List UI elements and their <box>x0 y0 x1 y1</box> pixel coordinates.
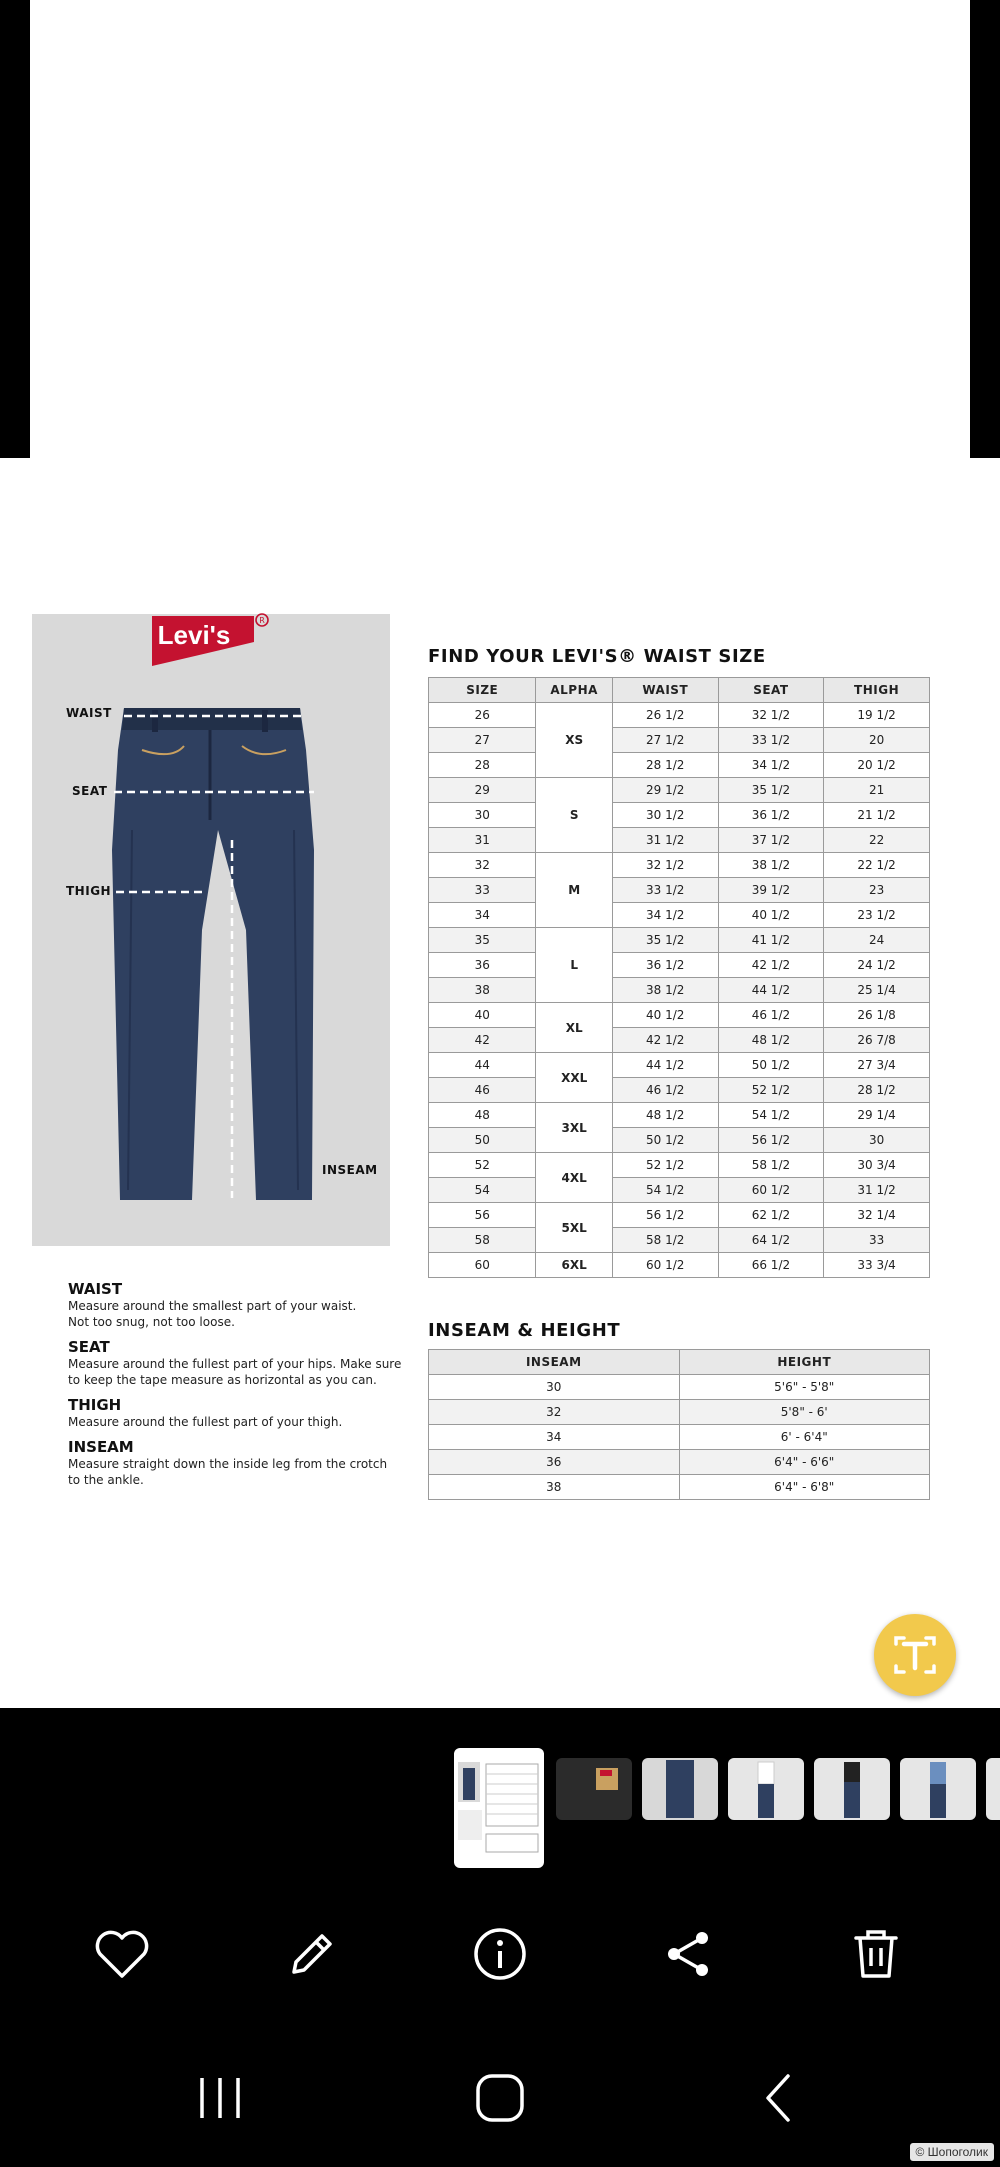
waist-cell: 29 1/2 <box>612 778 718 803</box>
thigh-cell: 27 3/4 <box>824 1053 930 1078</box>
waist-cell: 56 1/2 <box>612 1203 718 1228</box>
size-cell: 42 <box>429 1028 536 1053</box>
guide-title: WAIST <box>68 1280 123 1298</box>
size-cell: 27 <box>429 728 536 753</box>
size-cell: 40 <box>429 1003 536 1028</box>
text-scan-icon <box>874 1614 956 1696</box>
alpha-cell: S <box>536 778 612 853</box>
thigh-cell: 26 7/8 <box>824 1028 930 1053</box>
waist-cell: 50 1/2 <box>612 1128 718 1153</box>
table-row <box>429 903 930 928</box>
waist-cell: 36 1/2 <box>612 953 718 978</box>
table-row <box>429 753 930 778</box>
guide-desc: Measure around the fullest part of your hips. Make sure <box>68 1357 402 1371</box>
inseam-table-header <box>429 1350 930 1375</box>
seat-cell: 37 1/2 <box>718 828 824 853</box>
seat-cell: 62 1/2 <box>718 1203 824 1228</box>
guide-seat <box>68 1338 408 1388</box>
seat-cell: 50 1/2 <box>718 1053 824 1078</box>
delete-trash-icon[interactable] <box>846 1924 906 1984</box>
size-cell: 26 <box>429 703 536 728</box>
guide-waist <box>68 1280 408 1330</box>
thumbnail[interactable] <box>642 1758 718 1820</box>
guide-thigh <box>68 1396 408 1430</box>
alpha-cell: XL <box>536 1003 612 1053</box>
waist-size-table <box>428 677 930 1278</box>
alpha-cell: L <box>536 928 612 1003</box>
seat-cell: 42 1/2 <box>718 953 824 978</box>
text-recognition-button[interactable] <box>874 1614 956 1696</box>
waist-table-header <box>429 678 930 703</box>
size-cell: 35 <box>429 928 536 953</box>
waist-cell: 58 1/2 <box>612 1228 718 1253</box>
table-row <box>429 878 930 903</box>
alpha-cell: 4XL <box>536 1153 612 1203</box>
guide-desc: Measure straight down the inside leg from the crotch <box>68 1457 388 1471</box>
table-row <box>429 928 930 953</box>
guide-title: INSEAM <box>68 1438 134 1456</box>
seat-cell: 52 1/2 <box>718 1078 824 1103</box>
seat-cell: 66 1/2 <box>718 1253 824 1278</box>
share-icon[interactable] <box>658 1924 718 1984</box>
thigh-cell: 25 1/4 <box>824 978 930 1003</box>
alpha-cell: M <box>536 853 612 928</box>
waist-cell: 34 1/2 <box>612 903 718 928</box>
thigh-cell: 22 <box>824 828 930 853</box>
table-row <box>429 1450 930 1475</box>
size-cell: 31 <box>429 828 536 853</box>
waist-cell: 30 1/2 <box>612 803 718 828</box>
waist-header-cell: ALPHA <box>536 678 612 703</box>
recent-apps-icon[interactable] <box>192 2070 248 2126</box>
size-cell: 52 <box>429 1153 536 1178</box>
thigh-cell: 32 1/4 <box>824 1203 930 1228</box>
table-row <box>429 1053 930 1078</box>
seat-cell: 36 1/2 <box>718 803 824 828</box>
table-row <box>429 728 930 753</box>
size-cell: 54 <box>429 1178 536 1203</box>
waist-cell: 38 1/2 <box>612 978 718 1003</box>
size-cell: 36 <box>429 953 536 978</box>
guide-desc: Measure around the fullest part of your thigh. <box>68 1415 343 1429</box>
inseam-height-table <box>428 1349 930 1500</box>
seat-cell: 40 1/2 <box>718 903 824 928</box>
seat-cell: 56 1/2 <box>718 1128 824 1153</box>
waist-cell: 54 1/2 <box>612 1178 718 1203</box>
height-cell: 6' - 6'4" <box>679 1425 930 1450</box>
alpha-cell: 3XL <box>536 1103 612 1153</box>
thumbnail[interactable] <box>728 1758 804 1820</box>
inseam-cell: 36 <box>429 1450 680 1475</box>
waist-cell: 33 1/2 <box>612 878 718 903</box>
thigh-cell: 21 <box>824 778 930 803</box>
thigh-cell: 20 <box>824 728 930 753</box>
size-cell: 56 <box>429 1203 536 1228</box>
back-nav-icon[interactable] <box>752 2070 808 2126</box>
height-cell: 5'6" - 5'8" <box>679 1375 930 1400</box>
inseam-label: INSEAM <box>322 1163 378 1177</box>
waist-cell: 44 1/2 <box>612 1053 718 1078</box>
thigh-cell: 26 1/8 <box>824 1003 930 1028</box>
size-cell: 60 <box>429 1253 536 1278</box>
seat-cell: 35 1/2 <box>718 778 824 803</box>
waist-header-cell: WAIST <box>612 678 718 703</box>
thigh-cell: 30 <box>824 1128 930 1153</box>
size-cell: 30 <box>429 803 536 828</box>
height-cell: 6'4" - 6'8" <box>679 1475 930 1500</box>
alpha-cell: 6XL <box>536 1253 612 1278</box>
size-cell: 28 <box>429 753 536 778</box>
thigh-cell: 31 1/2 <box>824 1178 930 1203</box>
thigh-cell: 19 1/2 <box>824 703 930 728</box>
table-row <box>429 1203 930 1228</box>
seat-label: SEAT <box>72 784 108 798</box>
guide-inseam <box>68 1438 408 1488</box>
levis-logo-text: Levi's <box>157 620 231 650</box>
size-cell: 32 <box>429 853 536 878</box>
thumbnail[interactable] <box>814 1758 890 1820</box>
levis-logo <box>150 612 272 668</box>
guide-title: THIGH <box>68 1396 122 1414</box>
seat-cell: 39 1/2 <box>718 878 824 903</box>
thigh-cell: 30 3/4 <box>824 1153 930 1178</box>
thumbnail[interactable] <box>556 1758 632 1820</box>
thigh-cell: 24 <box>824 928 930 953</box>
table-row <box>429 1475 930 1500</box>
table-row <box>429 778 930 803</box>
size-cell: 33 <box>429 878 536 903</box>
waist-label: WAIST <box>66 706 112 720</box>
thigh-cell: 29 1/4 <box>824 1103 930 1128</box>
table-row <box>429 978 930 1003</box>
svg-text:R: R <box>259 616 265 625</box>
waist-table-title: FIND YOUR LEVI'S® WAIST SIZE <box>428 646 766 667</box>
seat-cell: 32 1/2 <box>718 703 824 728</box>
guide-title: SEAT <box>68 1338 110 1356</box>
alpha-cell: 5XL <box>536 1203 612 1253</box>
table-row <box>429 1128 930 1153</box>
size-cell: 46 <box>429 1078 536 1103</box>
seat-cell: 64 1/2 <box>718 1228 824 1253</box>
height-cell: 5'8" - 6' <box>679 1400 930 1425</box>
thumbnail[interactable] <box>986 1758 1000 1820</box>
waist-cell: 60 1/2 <box>612 1253 718 1278</box>
waist-header-cell: SIZE <box>429 678 536 703</box>
inseam-table-title: INSEAM & HEIGHT <box>428 1320 621 1341</box>
inseam-header-cell: HEIGHT <box>679 1350 930 1375</box>
table-row <box>429 1400 930 1425</box>
table-row <box>429 853 930 878</box>
inseam-cell: 38 <box>429 1475 680 1500</box>
thigh-cell: 23 1/2 <box>824 903 930 928</box>
seat-cell: 44 1/2 <box>718 978 824 1003</box>
seat-cell: 34 1/2 <box>718 753 824 778</box>
edit-pencil-icon[interactable] <box>282 1924 342 1984</box>
waist-cell: 31 1/2 <box>612 828 718 853</box>
guide-desc: to keep the tape measure as horizontal as you can. <box>68 1373 377 1387</box>
seat-cell: 38 1/2 <box>718 853 824 878</box>
waist-header-cell: SEAT <box>718 678 824 703</box>
seat-cell: 48 1/2 <box>718 1028 824 1053</box>
thigh-label: THIGH <box>66 884 112 898</box>
seat-cell: 60 1/2 <box>718 1178 824 1203</box>
favorite-heart-icon[interactable] <box>92 1924 152 1984</box>
size-cell: 48 <box>429 1103 536 1128</box>
table-row <box>429 1253 930 1278</box>
alpha-cell: XS <box>536 703 612 778</box>
waist-cell: 26 1/2 <box>612 703 718 728</box>
table-row <box>429 1425 930 1450</box>
thigh-cell: 21 1/2 <box>824 803 930 828</box>
waist-cell: 40 1/2 <box>612 1003 718 1028</box>
seat-cell: 54 1/2 <box>718 1103 824 1128</box>
home-icon[interactable] <box>472 2070 528 2126</box>
thigh-cell: 22 1/2 <box>824 853 930 878</box>
inseam-cell: 30 <box>429 1375 680 1400</box>
thumbnail[interactable] <box>900 1758 976 1820</box>
waist-cell: 52 1/2 <box>612 1153 718 1178</box>
watermark: © Шопоголик <box>910 2143 995 2161</box>
jeans-illustration <box>32 680 390 1240</box>
thigh-cell: 33 <box>824 1228 930 1253</box>
thigh-cell: 33 3/4 <box>824 1253 930 1278</box>
seat-cell: 33 1/2 <box>718 728 824 753</box>
size-cell: 44 <box>429 1053 536 1078</box>
thigh-cell: 23 <box>824 878 930 903</box>
thumbnail-active[interactable] <box>454 1748 544 1868</box>
waist-cell: 48 1/2 <box>612 1103 718 1128</box>
measurement-guide <box>68 1280 408 1488</box>
table-row <box>429 1003 930 1028</box>
thigh-cell: 24 1/2 <box>824 953 930 978</box>
waist-cell: 46 1/2 <box>612 1078 718 1103</box>
waist-cell: 28 1/2 <box>612 753 718 778</box>
table-row <box>429 1028 930 1053</box>
table-row <box>429 1228 930 1253</box>
alpha-cell: XXL <box>536 1053 612 1103</box>
size-cell: 38 <box>429 978 536 1003</box>
table-row <box>429 953 930 978</box>
size-cell: 34 <box>429 903 536 928</box>
inseam-cell: 32 <box>429 1400 680 1425</box>
waist-header-cell: THIGH <box>824 678 930 703</box>
size-cell: 50 <box>429 1128 536 1153</box>
table-row <box>429 1078 930 1103</box>
table-row <box>429 1153 930 1178</box>
table-row <box>429 703 930 728</box>
guide-desc: to the ankle. <box>68 1473 144 1487</box>
waist-cell: 32 1/2 <box>612 853 718 878</box>
height-cell: 6'4" - 6'6" <box>679 1450 930 1475</box>
seat-cell: 41 1/2 <box>718 928 824 953</box>
table-row <box>429 803 930 828</box>
waist-cell: 42 1/2 <box>612 1028 718 1053</box>
table-row <box>429 828 930 853</box>
guide-desc: Not too snug, not too loose. <box>68 1315 235 1329</box>
table-row <box>429 1103 930 1128</box>
info-icon[interactable] <box>470 1924 530 1984</box>
seat-cell: 58 1/2 <box>718 1153 824 1178</box>
guide-desc: Measure around the smallest part of your waist. <box>68 1299 357 1313</box>
thigh-cell: 20 1/2 <box>824 753 930 778</box>
table-row <box>429 1178 930 1203</box>
size-cell: 29 <box>429 778 536 803</box>
inseam-header-cell: INSEAM <box>429 1350 680 1375</box>
waist-cell: 27 1/2 <box>612 728 718 753</box>
inseam-cell: 34 <box>429 1425 680 1450</box>
table-row <box>429 1375 930 1400</box>
waist-cell: 35 1/2 <box>612 928 718 953</box>
thigh-cell: 28 1/2 <box>824 1078 930 1103</box>
seat-cell: 46 1/2 <box>718 1003 824 1028</box>
size-cell: 58 <box>429 1228 536 1253</box>
